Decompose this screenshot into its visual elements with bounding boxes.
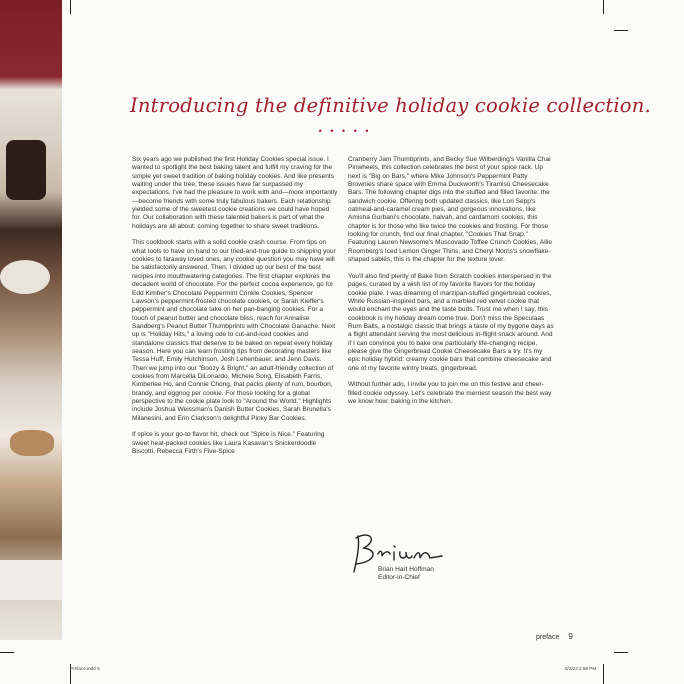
page-headline: Introducing the definitive holiday cookie collection. <box>130 94 651 117</box>
paragraph: Six years ago we published the first Holiday Cookies special issue. I wanted to spotlight the best baking talent and fulfill my craving for the simple yet sweet tradition of baking holiday cookies. And like presents waiting under the tree, these issues have far surpassed my expectations. I've had the pleasure to work with and—more importantly—become friends with some truly fabulous bakers. Each relationship yielded some of the sweetest cookie creations we could have hoped for. Our collaboration with these talented bakers is part of what the holidays are all about: coming together to share sweet traditions. <box>132 156 338 230</box>
ornament-dots: • • • • • <box>318 126 372 136</box>
cookie-photo-strip <box>0 0 62 640</box>
folio <box>536 632 573 641</box>
crop-mark <box>603 0 604 14</box>
paragraph: This cookbook starts with a solid cookie crash course. From tips on what tools to have on hand to our tried-and-true guide to shipping your cookies to faraway loved ones, any cookie question you may have will be satisfactorily answered. Then, I divided up our best of the best recipes into mouthwatering categories. The first chapter explores the decadent world of chocolate. For the perfect cocoa experience, go for Edd Kimber's Chocolate Peppermint Crinkle Cookies, Spencer Lawson's peppermint-frosted chocolate cookies, or Sarah Kieffer's peppermint and chocolate take on her pan-banging cookies. For a touch of peanut butter and chocolate bliss, reach for Annalise Sandberg's Peanut Butter Thumbprints with Chocolate Ganache. Next up is "Holiday Hits," a loving ode to cut-and-iced cookies and standalone classics that deserve to be baked on repeat every holiday season. Here you can learn frosting tips from decorating masters like Tessa Huff, Emily Hutchinson, Josh Lehenbauer, and Jenn Davis. Then we jump into our "Boozy & Bright," an adult-friendly collection of cookies from Marcella DiLonardo, Michele Song, Elisabeth Farris, Kimberlee Ho, and Connie Chong, that packs plenty of rum, bourbon, brandy, and eggnog per cookie. For those looking for a global perspective to the cookie plate look to "Around the World." Highlights include Joshua Weissman's Danish Butter Cookies, Sarah Brunella's Milanesini, and Erin Clarkson's delightful Pinky Bar Cookies. <box>132 239 336 422</box>
signer-title: Editor-in-Chief <box>378 574 420 582</box>
slug-timestamp: 5/2/22 2:58 PM <box>565 666 597 671</box>
crop-mark <box>0 652 14 653</box>
crop-mark <box>603 664 604 684</box>
crop-mark <box>614 652 628 653</box>
page-number: 9 <box>568 632 573 641</box>
signer-name: Brian Hart Hoffman <box>378 566 434 573</box>
paragraph: You'll also find plenty of Bake from Scratch cookies interspersed in the pages, curated by a wish list of my favorite flavors for the holiday cookie plate. I was dreaming of marzipan-stuffed gingerbread cookies, White Russian-inspired bars, and a marbled red velvet cookie that would enchant the eyes and the taste buds. Trust me when I say, this cookbook is my holiday dream come true. Don't miss the Speculaas Rum Balls, a nostalgic classic that brings a taste of my bygone days as a flight attendant serving the most delicious in-flight snack around. And if I can convince you to bake one particularly life-changing recipe, please give the Gingerbread Cookie Cheesecake Bars a try. It's my epic holiday hybrid: creamy cookie bars that combine cheesecake and one of my favorite wintry treats, gingerbread. <box>348 272 554 372</box>
right-column <box>348 156 554 415</box>
paragraph: Cranberry Jam Thumbprints, and Becky Sue Wilberding's Vanilla Chai Pinwheels, this collection celebrates the best of your spice rack. Up next is "Big on Bars," where Mike Johnson's Peppermint Patty Brownies share space with Emma Duckworth's Tiramisù Cheesecake Bars. The following chapter digs into the stuffed and filled favorite: the sandwich cookie. Offering both updated classics, like Lori Sepp's oatmeal-and-caramel cream pies, and gorgeous innovations, like Amisha Gurbani's chocolate, halvah, and cardamom cookies, this chapter is for those who like twice the cookies and frosting. For those looking for crunch, find our final chapter, "Cookies That Snap." Featuring Lauren Newsome's Muscovado Toffee Crunch Cookies, Allie Roomberg's Iced Lemon Ginger Thins, and Cheryl Norris's snowflake-shaped sablés, this is the chapter for the texture lover. <box>348 156 553 264</box>
left-column <box>132 156 338 465</box>
slug-file: Preface.indd 9 <box>70 666 100 671</box>
signer-block <box>378 566 434 583</box>
crop-mark <box>614 30 628 31</box>
folio-section: preface <box>536 634 560 641</box>
paragraph: If spice is your go-to flavor hit, check out "Spice is Nice." Featuring sweet heat-packed cookies like Laura Kasavan's Snickerdoodle Biscotti, Rebecca Firth's Five-Spice <box>132 431 325 456</box>
paragraph: Without further ado, I invite you to join me on this festive and cheer-filled cookie odyssey. Let's celebrate the merriest season the best way we know how: baking in the kitchen. <box>348 381 552 405</box>
crop-mark <box>70 0 71 14</box>
